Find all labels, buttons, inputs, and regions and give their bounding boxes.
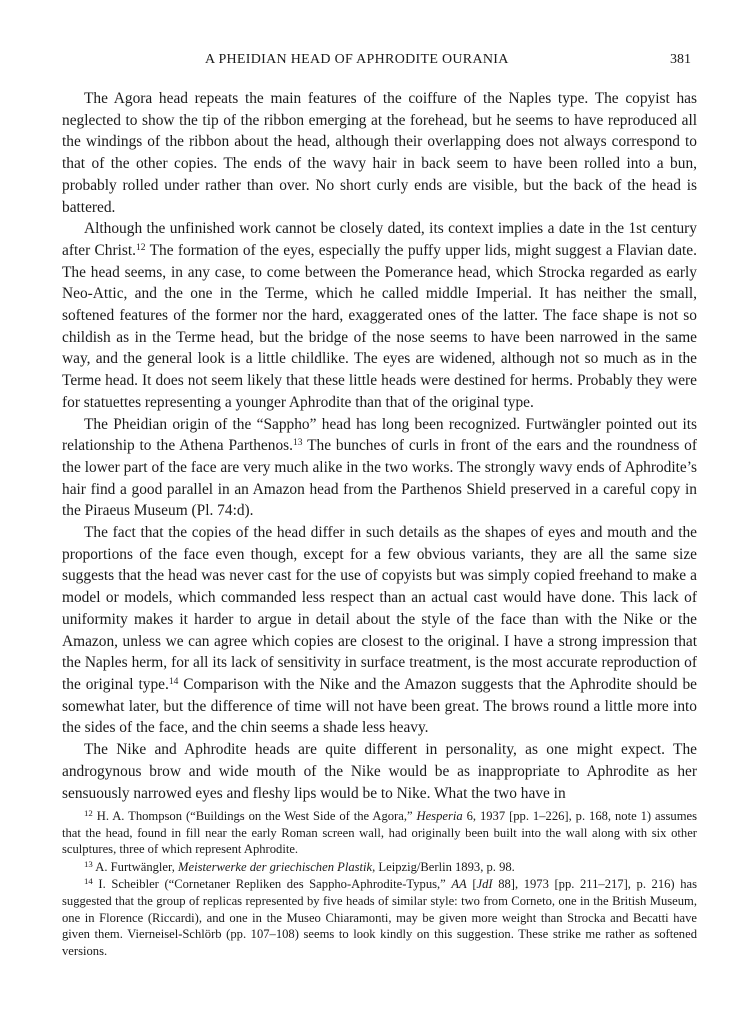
paragraph-2-part-b: The formation of the eyes, especially the puffy upper lids, might suggest a Flavian date. The head seems, in any case, to come between the Pomerance head, which Strocka regarded as early Neo-Attic, and the one in the Terme, which he called middle Imperial. It has neither the small, softened features of the former nor the hard, exaggerated ones of the latter. The face shape is not so childish as in the Terme head, but the bridge of the nose seems to have been narrowed in the same way, and the general look is a little childlike. The eyes are widened, although not so much as in the Terme head. It does not seem likely that these little heads were destined for herms. Probably they were for statuettes representing a younger Aphrodite than that of the original type. — [62, 241, 697, 411]
footnote-12-journal: Hesperia — [416, 809, 463, 823]
paragraph-1: The Agora head repeats the main features of the coiffure of the Naples type. The copyist has neglected to show the tip of the ribbon emerging at the forehead, but he seems to have reproduced all the windings of the ribbon about the head, although their overlapping does not always correspond to that of the other copies. The ends of the wavy hair in back seem to have been rolled into a bun, probably rolled under rather than over. No short curly ends are visible, but the back of the head is battered. — [62, 90, 697, 216]
footnote-14-journal: AA — [451, 877, 467, 892]
footnote-12-text-a: H. A. Thompson (“Buildings on the West Side of the Agora,” — [92, 809, 417, 823]
footnote-12-number: 12 — [84, 808, 93, 819]
footnote-13-text-b: , Leipzig/Berlin 1893, p. 98. — [372, 859, 515, 874]
footnote-ref-12: 12 — [136, 241, 146, 253]
paragraph-2-part-a: Although the unfinished work cannot be closely dated, its context implies a date in the 1st century after Christ. — [62, 220, 697, 259]
footnote-ref-13: 13 — [293, 437, 303, 448]
paragraph-3-part-a: The Pheidian origin of the “Sappho” head has long been recognized. Furtwängler pointed out its relationship to the Athena Parthenos. — [62, 415, 697, 455]
paragraph-3 — [62, 414, 697, 523]
footnote-13-title: Meisterwerke der griechischen Plastik — [178, 859, 373, 874]
paragraph-2 — [62, 218, 697, 413]
paragraph-4 — [62, 522, 697, 739]
paragraph-5: The Nike and Aphrodite heads are quite different in personality, as one might expect. The androgynous brow and wide mouth of the Nike would be as inappropriate to Aphrodite as her sensuously narrowed eyes and fleshy lips would be to Nike. What the two have in — [62, 741, 697, 802]
footnote-14-text-a: I. Scheibler (“Cornetaner Repliken des Sappho-Aphrodite-Typus,” — [92, 877, 452, 892]
paragraph-3-part-b: The bunches of curls in front of the ears and the roundness of the lower part of the face are very much alike in the two works. The strongly wavy ends of Aphrodite’s hair find a good parallel in an Amazon head from the Parthenos Shield preserved in a careful copy in the Piraeus Museum (Pl. 74:d). — [62, 437, 697, 520]
footnote-14-number: 14 — [84, 876, 93, 887]
footnote-12 — [62, 808, 697, 858]
footnote-14-text-b: 88], 1973 [pp. 211–217], p. 216) has suggested that the group of replicas represented by five heads of similar style: two from Corneto, one in the British Museum, one in Florence (Riccardi), and one in the Museo Chiaramonti, may be given more weight than Strocka and Becatti have given them. Vierneisel-Schlörb (pp. 107–108) seems to look kindly on this suggestion. These strike me rather as softened versions. — [62, 877, 697, 958]
page-number: 381 — [670, 52, 691, 67]
footnote-13-text-a: A. Furtwängler, — [92, 859, 179, 874]
footnotes — [62, 808, 697, 960]
footnote-12-text-b: 6, 1937 [pp. 1–226], p. 168, note 1) assumes that the head, found in fill near the early Roman screen wall, had originally been built into the wall along with six other sculptures, three of which represent Aphrodite. — [62, 809, 698, 857]
running-title: A PHEIDIAN HEAD OF APHRODITE OURANIA — [205, 52, 509, 67]
footnote-ref-14: 14 — [168, 675, 179, 687]
footnote-14 — [62, 876, 697, 959]
footnote-13 — [62, 859, 697, 876]
footnote-14-bracket: [ — [466, 877, 477, 892]
paragraph-4-part-a: The fact that the copies of the head differ in such details as the shapes of eyes and mouth and the proportions of the face even though, except for a few obvious variants, they are all the same size suggests that the head was never cast for the use of copyists but was simply copied freehand to make a model or models, which commanded less respect than an actual cast would have done. This lack of uniformity makes it harder to argue in detail about the style of the face than with the Nike or the Amazon, unless we can agree which copies are closest to the original. I have a strong impression that the Naples herm, for all its lack of sensitivity in surface treatment, is the most accurate reproduction of the original type. — [62, 524, 697, 693]
footnote-14-journal-2: JdI — [476, 877, 493, 892]
body-text — [62, 88, 697, 804]
footnote-13-number: 13 — [84, 858, 93, 869]
paragraph-4-part-b: Comparison with the Nike and the Amazon suggests that the Aphrodite should be somewhat later, but the difference of time will not have been great. The brows round a little more into the sides of the face, and the chin seems a shade less heavy. — [62, 675, 697, 737]
